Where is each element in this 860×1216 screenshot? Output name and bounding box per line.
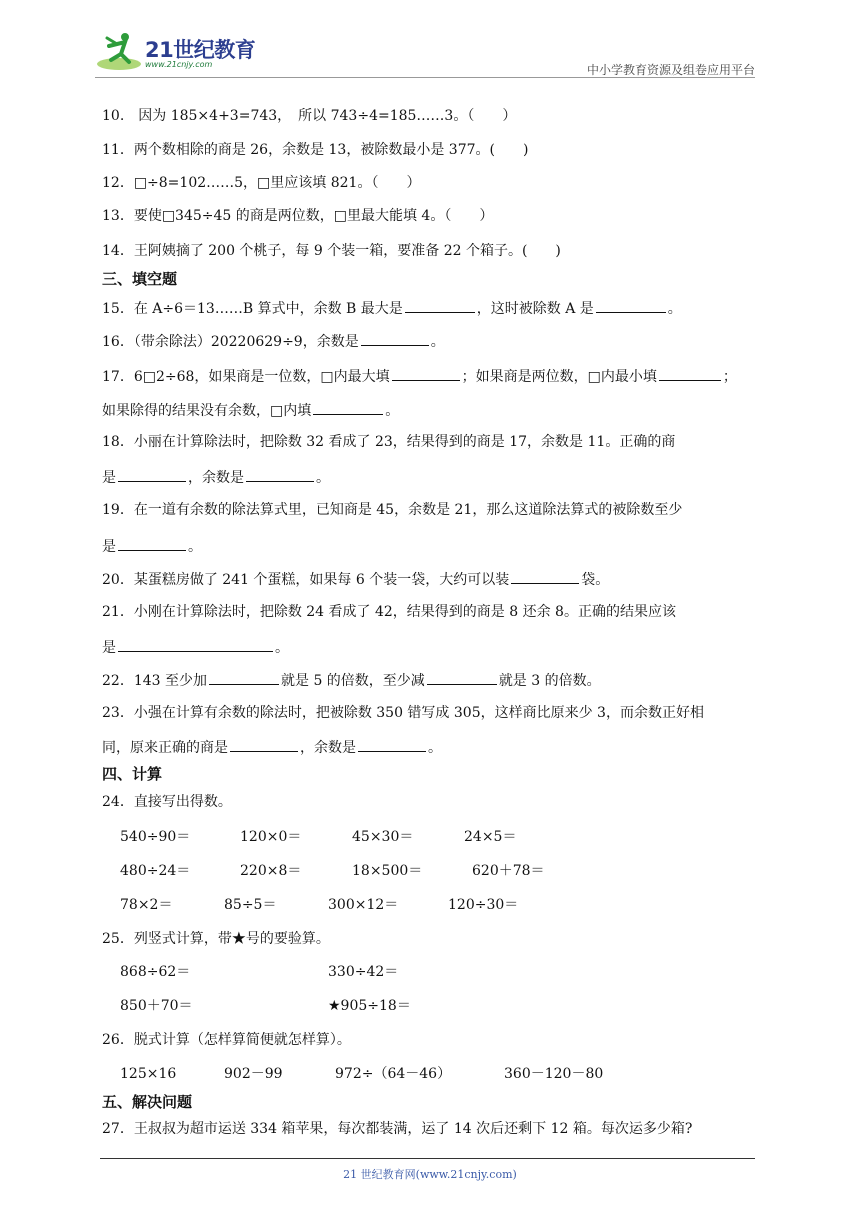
question-10: 10. 因为 185×4+3=743， 所以 743÷4=185……3。（ ）	[102, 108, 517, 124]
calc-item: 620＋78＝	[472, 863, 545, 879]
question-23-line2	[102, 737, 442, 757]
q23-text-b: 同，原来正确的商是	[102, 740, 228, 756]
question-25: 25．列竖式计算，带★号的要验算。	[102, 931, 330, 947]
q22-text-a: 22．143 至少加	[102, 673, 207, 689]
q15-text-a: 15．在 A÷6＝13……B 算式中，余数 B 最大是	[102, 301, 403, 317]
answer-blank[interactable]	[313, 400, 383, 415]
question-21-line2	[102, 637, 289, 657]
question-18: 18．小丽在计算除法时，把除数 32 看成了 23，结果得到的商是 17，余数是 11。正确的商	[102, 434, 676, 450]
stepwise-calc-item: 972÷（64－46）	[335, 1066, 452, 1082]
calc-item: 45×30＝	[352, 829, 414, 845]
question-20	[102, 569, 609, 589]
q17-text-d: 如果除得的结果没有余数，□内填	[102, 403, 312, 419]
platform-tagline: 中小学教育资源及组卷应用平台	[586, 63, 755, 77]
calc-item: 120×0＝	[240, 829, 302, 845]
vertical-calc-item: ★905÷18＝	[328, 998, 411, 1014]
question-23: 23．小强在计算有余数的除法时，把被除数 350 错写成 305，这样商比原来少 3，而余数正好相	[102, 705, 704, 721]
vertical-calc-item: 330÷42＝	[328, 964, 399, 980]
q18-text-b: 是	[102, 470, 116, 486]
calc-item: 480÷24＝	[120, 863, 191, 879]
q23-text-c: ，余数是	[300, 740, 356, 756]
q17-text-c: ；	[722, 369, 737, 385]
question-11: 11．两个数相除的商是 26，余数是 13，被除数最小是 377。( )	[102, 142, 529, 158]
calc-item: 220×8＝	[240, 863, 302, 879]
q17-text-e: 。	[385, 403, 400, 419]
q23-text-d: 。	[428, 740, 442, 756]
question-14: 14．王阿姨摘了 200 个桃子，每 9 个装一箱，要准备 22 个箱子。( )	[102, 243, 561, 259]
logo-url-text: www.21cnjy.com	[145, 60, 213, 69]
q17-text-a: 17．6□2÷68，如果商是一位数，□内最大填	[102, 369, 390, 385]
section-heading-calculation: 四、计算	[102, 765, 163, 783]
question-24: 24．直接写出得数。	[102, 794, 232, 810]
calc-item: 540÷90＝	[120, 829, 191, 845]
question-16	[102, 331, 445, 351]
stepwise-calc-item: 125×16	[120, 1066, 177, 1082]
vertical-calc-item: 868÷62＝	[120, 964, 191, 980]
answer-blank[interactable]	[596, 298, 666, 313]
section-heading-word-problems: 五、解决问题	[102, 1093, 193, 1111]
q18-text-c: ，余数是	[188, 470, 244, 486]
q21-text-c: 。	[275, 640, 289, 656]
answer-blank[interactable]	[511, 569, 579, 584]
q16-text-b: 。	[430, 334, 445, 350]
question-26: 26．脱式计算（怎样算简便就怎样算）。	[102, 1032, 351, 1048]
calc-item: 78×2＝	[120, 897, 173, 913]
calc-item: 24×5＝	[464, 829, 517, 845]
answer-blank[interactable]	[427, 670, 497, 685]
header-divider	[95, 77, 755, 78]
answer-blank[interactable]	[246, 467, 314, 482]
footer-text: 21 世纪教育网(www.21cnjy.com)	[343, 1168, 517, 1181]
answer-blank[interactable]	[118, 467, 186, 482]
q19-text-b: 是	[102, 539, 116, 555]
logo-brand-text: 21世纪教育	[145, 38, 256, 62]
q15-text-b: ，这时被除数 A 是	[476, 301, 594, 317]
answer-blank[interactable]	[392, 366, 460, 381]
q16-text-a: 16．（带余除法）20220629÷9，余数是	[102, 334, 359, 350]
calc-item: 18×500＝	[352, 863, 423, 879]
answer-blank[interactable]	[209, 670, 279, 685]
answer-blank[interactable]	[361, 331, 429, 346]
q20-text-a: 20．某蛋糕房做了 241 个蛋糕，如果每 6 个装一袋，大约可以装	[102, 572, 510, 588]
calc-item: 120÷30＝	[448, 897, 519, 913]
section-heading-fill-in: 三、填空题	[102, 270, 178, 288]
q17-text-b: ；如果商是两位数，□内最小填	[461, 369, 657, 385]
question-22	[102, 670, 601, 690]
question-21: 21．小刚在计算除法时，把除数 24 看成了 42，结果得到的商是 8 还余 8。正确的结果应该	[102, 604, 676, 620]
q21-text-b: 是	[102, 640, 116, 656]
answer-blank[interactable]	[118, 536, 186, 551]
stepwise-calc-item: 902－99	[224, 1066, 283, 1082]
answer-blank[interactable]	[659, 366, 721, 381]
question-18-line2	[102, 467, 330, 487]
question-13: 13．要使□345÷45 的商是两位数，□里最大能填 4。（ ）	[102, 208, 494, 224]
calc-item: 300×12＝	[328, 897, 399, 913]
answer-blank[interactable]	[405, 298, 475, 313]
question-12: 12．□÷8=102……5，□里应该填 821。（ ）	[102, 175, 421, 191]
site-logo	[95, 30, 265, 76]
page-header	[95, 30, 755, 78]
answer-blank[interactable]	[230, 737, 298, 752]
calc-item: 85÷5＝	[224, 897, 277, 913]
q19-text-c: 。	[188, 539, 202, 555]
question-19-line2	[102, 536, 202, 556]
q20-text-b: 袋。	[581, 572, 610, 588]
vertical-calc-item: 850＋70＝	[120, 998, 193, 1014]
stepwise-calc-item: 360－120－80	[504, 1066, 604, 1082]
q22-text-b: 就是 5 的倍数，至少减	[281, 673, 425, 689]
q18-text-d: 。	[316, 470, 330, 486]
question-17-line2	[102, 400, 399, 420]
question-15	[102, 298, 682, 318]
question-19: 19．在一道有余数的除法算式里，已知商是 45，余数是 21，那么这道除法算式的被除数至少	[102, 502, 683, 518]
runner-logo-icon	[95, 30, 143, 74]
footer-divider	[100, 1158, 755, 1159]
q22-text-c: 就是 3 的倍数。	[498, 673, 601, 689]
answer-blank[interactable]	[118, 637, 273, 652]
question-17	[102, 366, 737, 386]
q15-text-c: 。	[667, 301, 682, 317]
answer-blank[interactable]	[358, 737, 426, 752]
question-27: 27．王叔叔为超市运送 334 箱苹果，每次都装满，运了 14 次后还剩下 12 箱。每次运多少箱?	[102, 1121, 693, 1137]
